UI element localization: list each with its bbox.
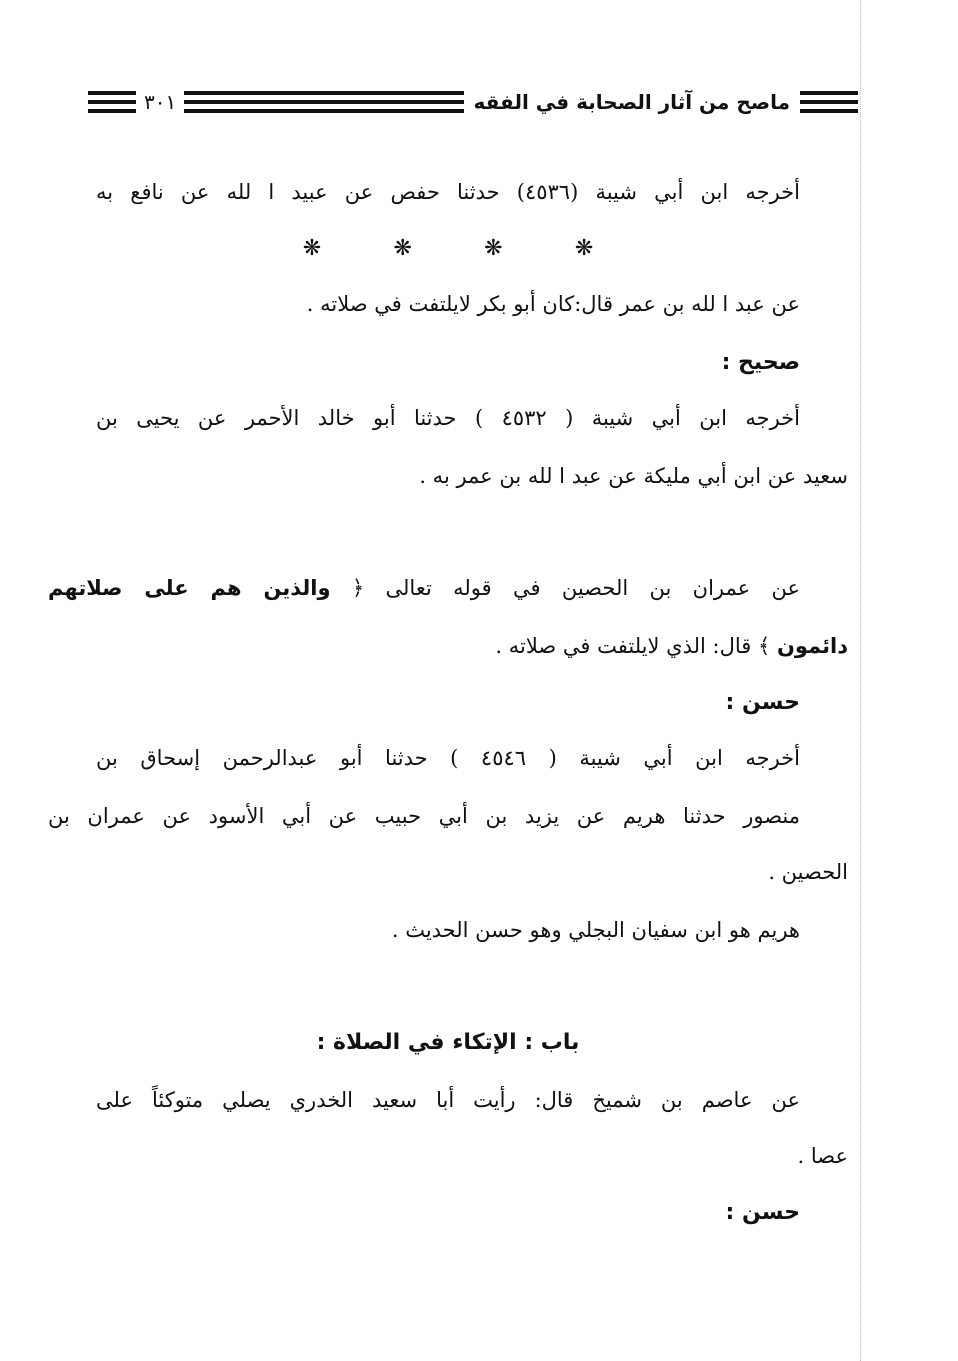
star-ornament-icon: ❋ <box>302 236 322 261</box>
star-ornament-icon: ❋ <box>393 236 412 261</box>
header-rule-right <box>800 91 858 113</box>
header-rule-middle <box>184 91 463 113</box>
text-line: هريم هو ابن سفيان البجلي وهو حسن الحديث . <box>391 918 800 942</box>
margin-dotted-rule <box>860 0 861 1361</box>
book-title: ماصح من آثار الصحابة في الفقه <box>473 90 790 114</box>
text-segment: عن عمران بن الحصين في قوله تعالى ﴿ <box>351 576 800 600</box>
text-line: أخرجه ابن أبي شيبة (٤٥٣٦) حدثنا حفص عن عبيد ا لله عن نافع به <box>96 180 800 204</box>
text-line <box>48 576 800 600</box>
chapter-heading: باب : الإتكاء في الصلاة : <box>316 1030 580 1055</box>
text-segment: ﴾ قال: الذي لايلتفت في صلاته . <box>495 634 771 658</box>
text-line: عصا . <box>797 1144 848 1168</box>
grading-heading: حسن : <box>725 690 800 715</box>
text-line: أخرجه ابن أبي شيبة ( ٤٥٣٢ ) حدثنا أبو خالد الأحمر عن يحيى بن <box>96 406 800 430</box>
quran-verse: والذين هم على صلاتهم <box>48 576 331 600</box>
star-ornament-icon: ❋ <box>484 236 503 261</box>
grading-heading: حسن : <box>725 1200 800 1225</box>
text-line: منصور حدثنا هريم عن يزيد بن أبي حبيب عن أبي الأسود عن عمران بن <box>48 804 800 828</box>
star-ornament-icon: ❋ <box>574 236 594 261</box>
quran-verse: دائمون <box>776 634 848 658</box>
text-line: سعيد عن ابن أبي مليكة عن عبد ا لله بن عمر به . <box>419 464 848 488</box>
text-line <box>96 634 848 658</box>
running-header <box>88 84 858 120</box>
page-number: ٣٠١ <box>144 90 177 114</box>
text-line: أخرجه ابن أبي شيبة ( ٤٥٤٦ ) حدثنا أبو عبدالرحمن إسحاق بن <box>96 746 800 770</box>
header-rule-left <box>88 91 136 113</box>
grading-heading: صحيح : <box>721 350 800 375</box>
text-line: عن عاصم بن شميخ قال: رأيت أبا سعيد الخدري يصلي متوكئاً على <box>96 1088 800 1112</box>
text-line: عن عبد ا لله بن عمر قال:كان أبو بكر لايلتفت في صلاته . <box>306 292 800 316</box>
text-line: الحصين . <box>768 860 848 884</box>
separator-stars <box>96 236 800 261</box>
